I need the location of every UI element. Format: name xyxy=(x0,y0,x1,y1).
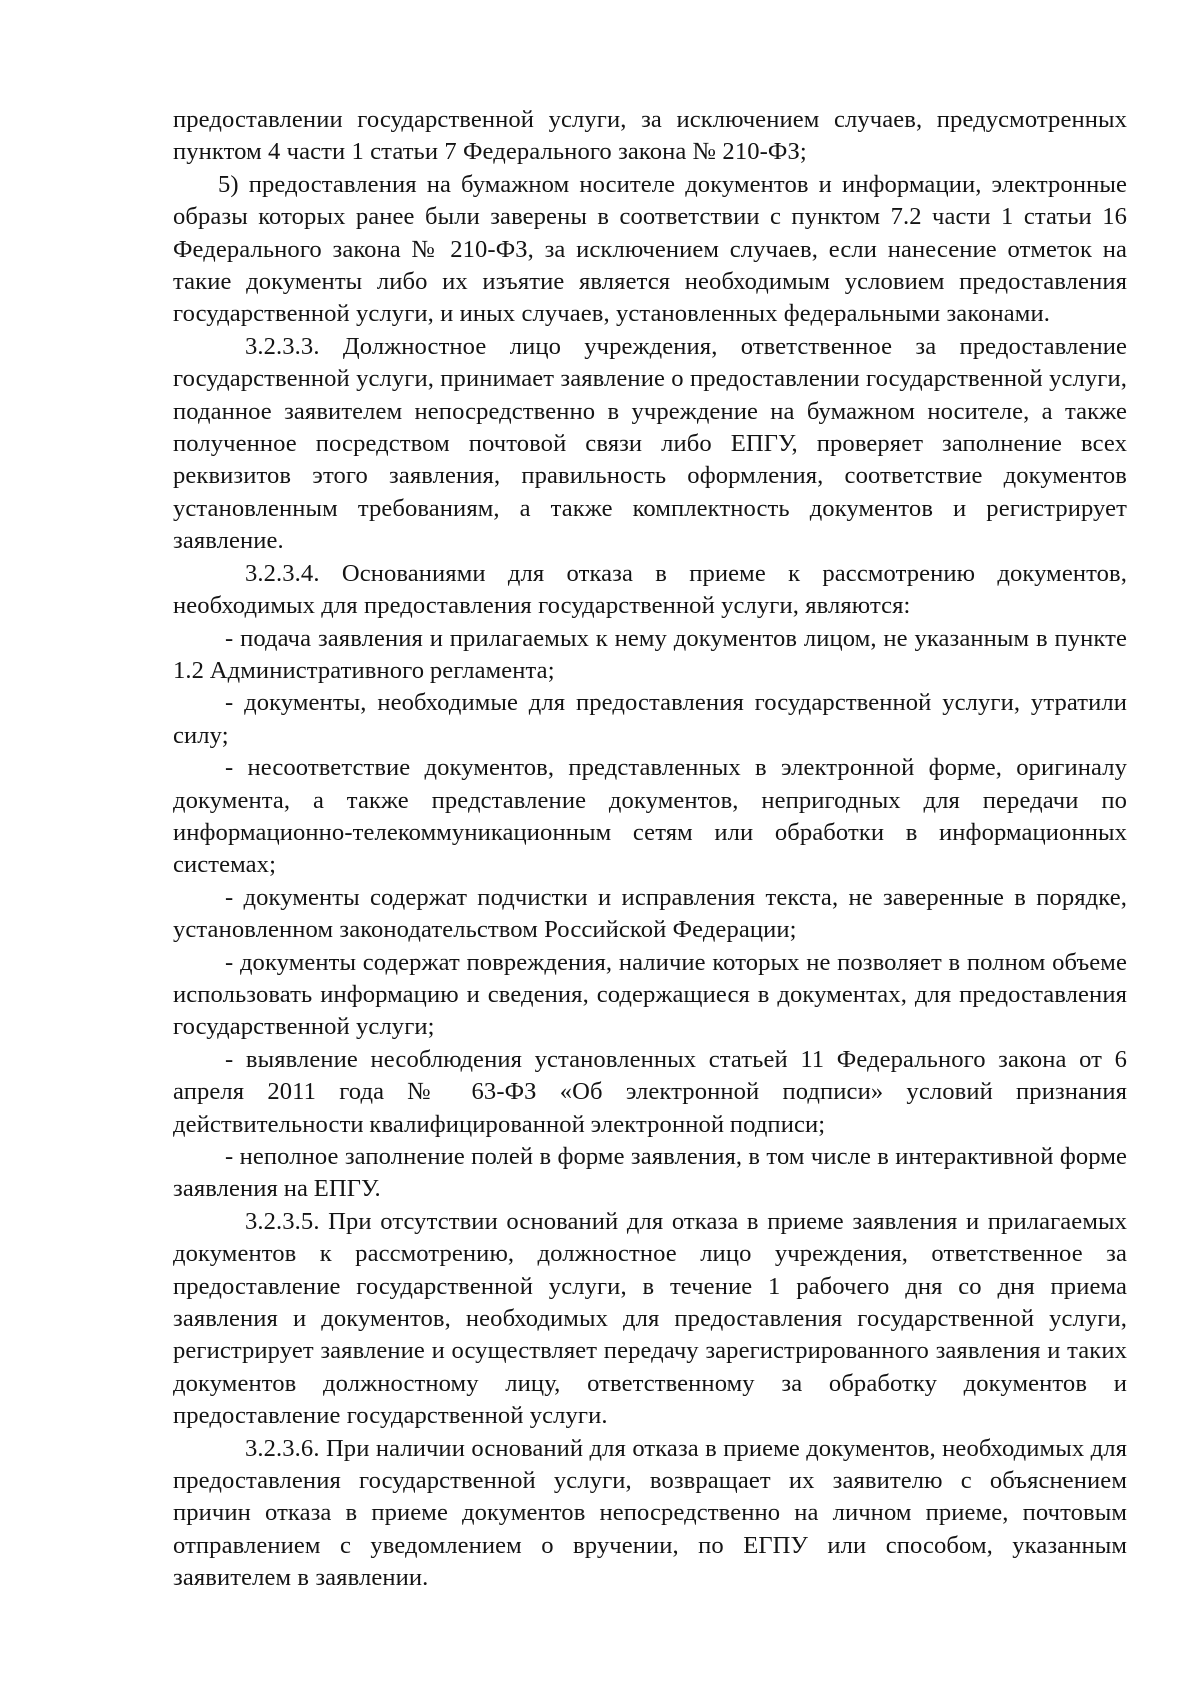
document-page xyxy=(173,104,1127,1595)
list-item-grounds-3: - несоответствие документов, представленных в электронной форме, оригиналу документа, а также представление документов, непригодных для передачи по информационно-телекоммуникационным сетям или обработки в информационных системах; xyxy=(173,754,1127,879)
list-item-grounds-4: - документы содержат подчистки и исправления текста, не заверенные в порядке, установленном законодательством Российской Федерации; xyxy=(173,883,1127,944)
list-item-grounds-6: - выявление несоблюдения установленных статьей 11 Федерального закона от 6 апреля 2011 года № 63-ФЗ «Об электронной подписи» условий признания действительности квалифицированной электронной подписи; xyxy=(173,1045,1127,1138)
list-item-grounds-5: - документы содержат повреждения, наличие которых не позволяет в полном объеме использовать информацию и сведения, содержащиеся в документах, для предоставления государственной услуги; xyxy=(173,948,1127,1041)
paragraph-continuation: предоставлении государственной услуги, за исключением случаев, предусмотренных пунктом 4 части 1 статьи 7 Федерального закона № 210-ФЗ; xyxy=(173,106,1127,166)
paragraph-item-5: 5) предоставления на бумажном носителе документов и информации, электронные образы которых ранее были заверены в соответствии с пунктом 7.2 части 1 статьи 16 Федерального закона № 210-ФЗ, за исключением случаев, если нанесение отметок на такие документы либо их изъятие является необходимым условием предоставления государственной услуги, и иных случаев, установленных федеральными законами. xyxy=(173,170,1127,328)
list-item-grounds-7: - неполное заполнение полей в форме заявления, в том числе в интерактивной форме заявления на ЕПГУ. xyxy=(173,1143,1127,1203)
paragraph-3-2-3-3: 3.2.3.3. Должностное лицо учреждения, ответственное за предоставление государственной услуги, принимает заявление о предоставлении государственной услуги, поданное заявителем непосредственно в учреждение на бумажном носителе, а также полученное посредством почтовой связи либо ЕПГУ, проверяет заполнение всех реквизитов этого заявления, правильность оформления, соответствие документов установленным требованиям, а также комплектность документов и регистрирует заявление. xyxy=(173,332,1127,555)
list-item-grounds-1: - подача заявления и прилагаемых к нему документов лицом, не указанным в пункте 1.2 Административного регламента; xyxy=(173,624,1127,684)
list-item-grounds-2: - документы, необходимые для предоставления государственной услуги, утратили силу; xyxy=(173,689,1127,749)
paragraph-3-2-3-6: 3.2.3.6. При наличии оснований для отказа в приеме документов, необходимых для предоставления государственной услуги, возвращает их заявителю с объяснением причин отказа в приеме документов непосредственно на личном приеме, почтовым отправлением с уведомлением о вручении, по ЕГПУ или способом, указанным заявителем в заявлении. xyxy=(173,1434,1127,1592)
paragraph-3-2-3-5: 3.2.3.5. При отсутствии оснований для отказа в приеме заявления и прилагаемых документов к рассмотрению, должностное лицо учреждения, ответственное за предоставление государственной услуги, в течение 1 рабочего дня со дня приема заявления и документов, необходимых для предоставления государственной услуги, регистрирует заявление и осуществляет передачу зарегистрированного заявления и таких документов должностному лицу, ответственному за обработку документов и предоставление государственной услуги. xyxy=(173,1207,1127,1430)
paragraph-3-2-3-4: 3.2.3.4. Основаниями для отказа в приеме к рассмотрению документов, необходимых для предоставления государственной услуги, являются: xyxy=(173,559,1127,620)
